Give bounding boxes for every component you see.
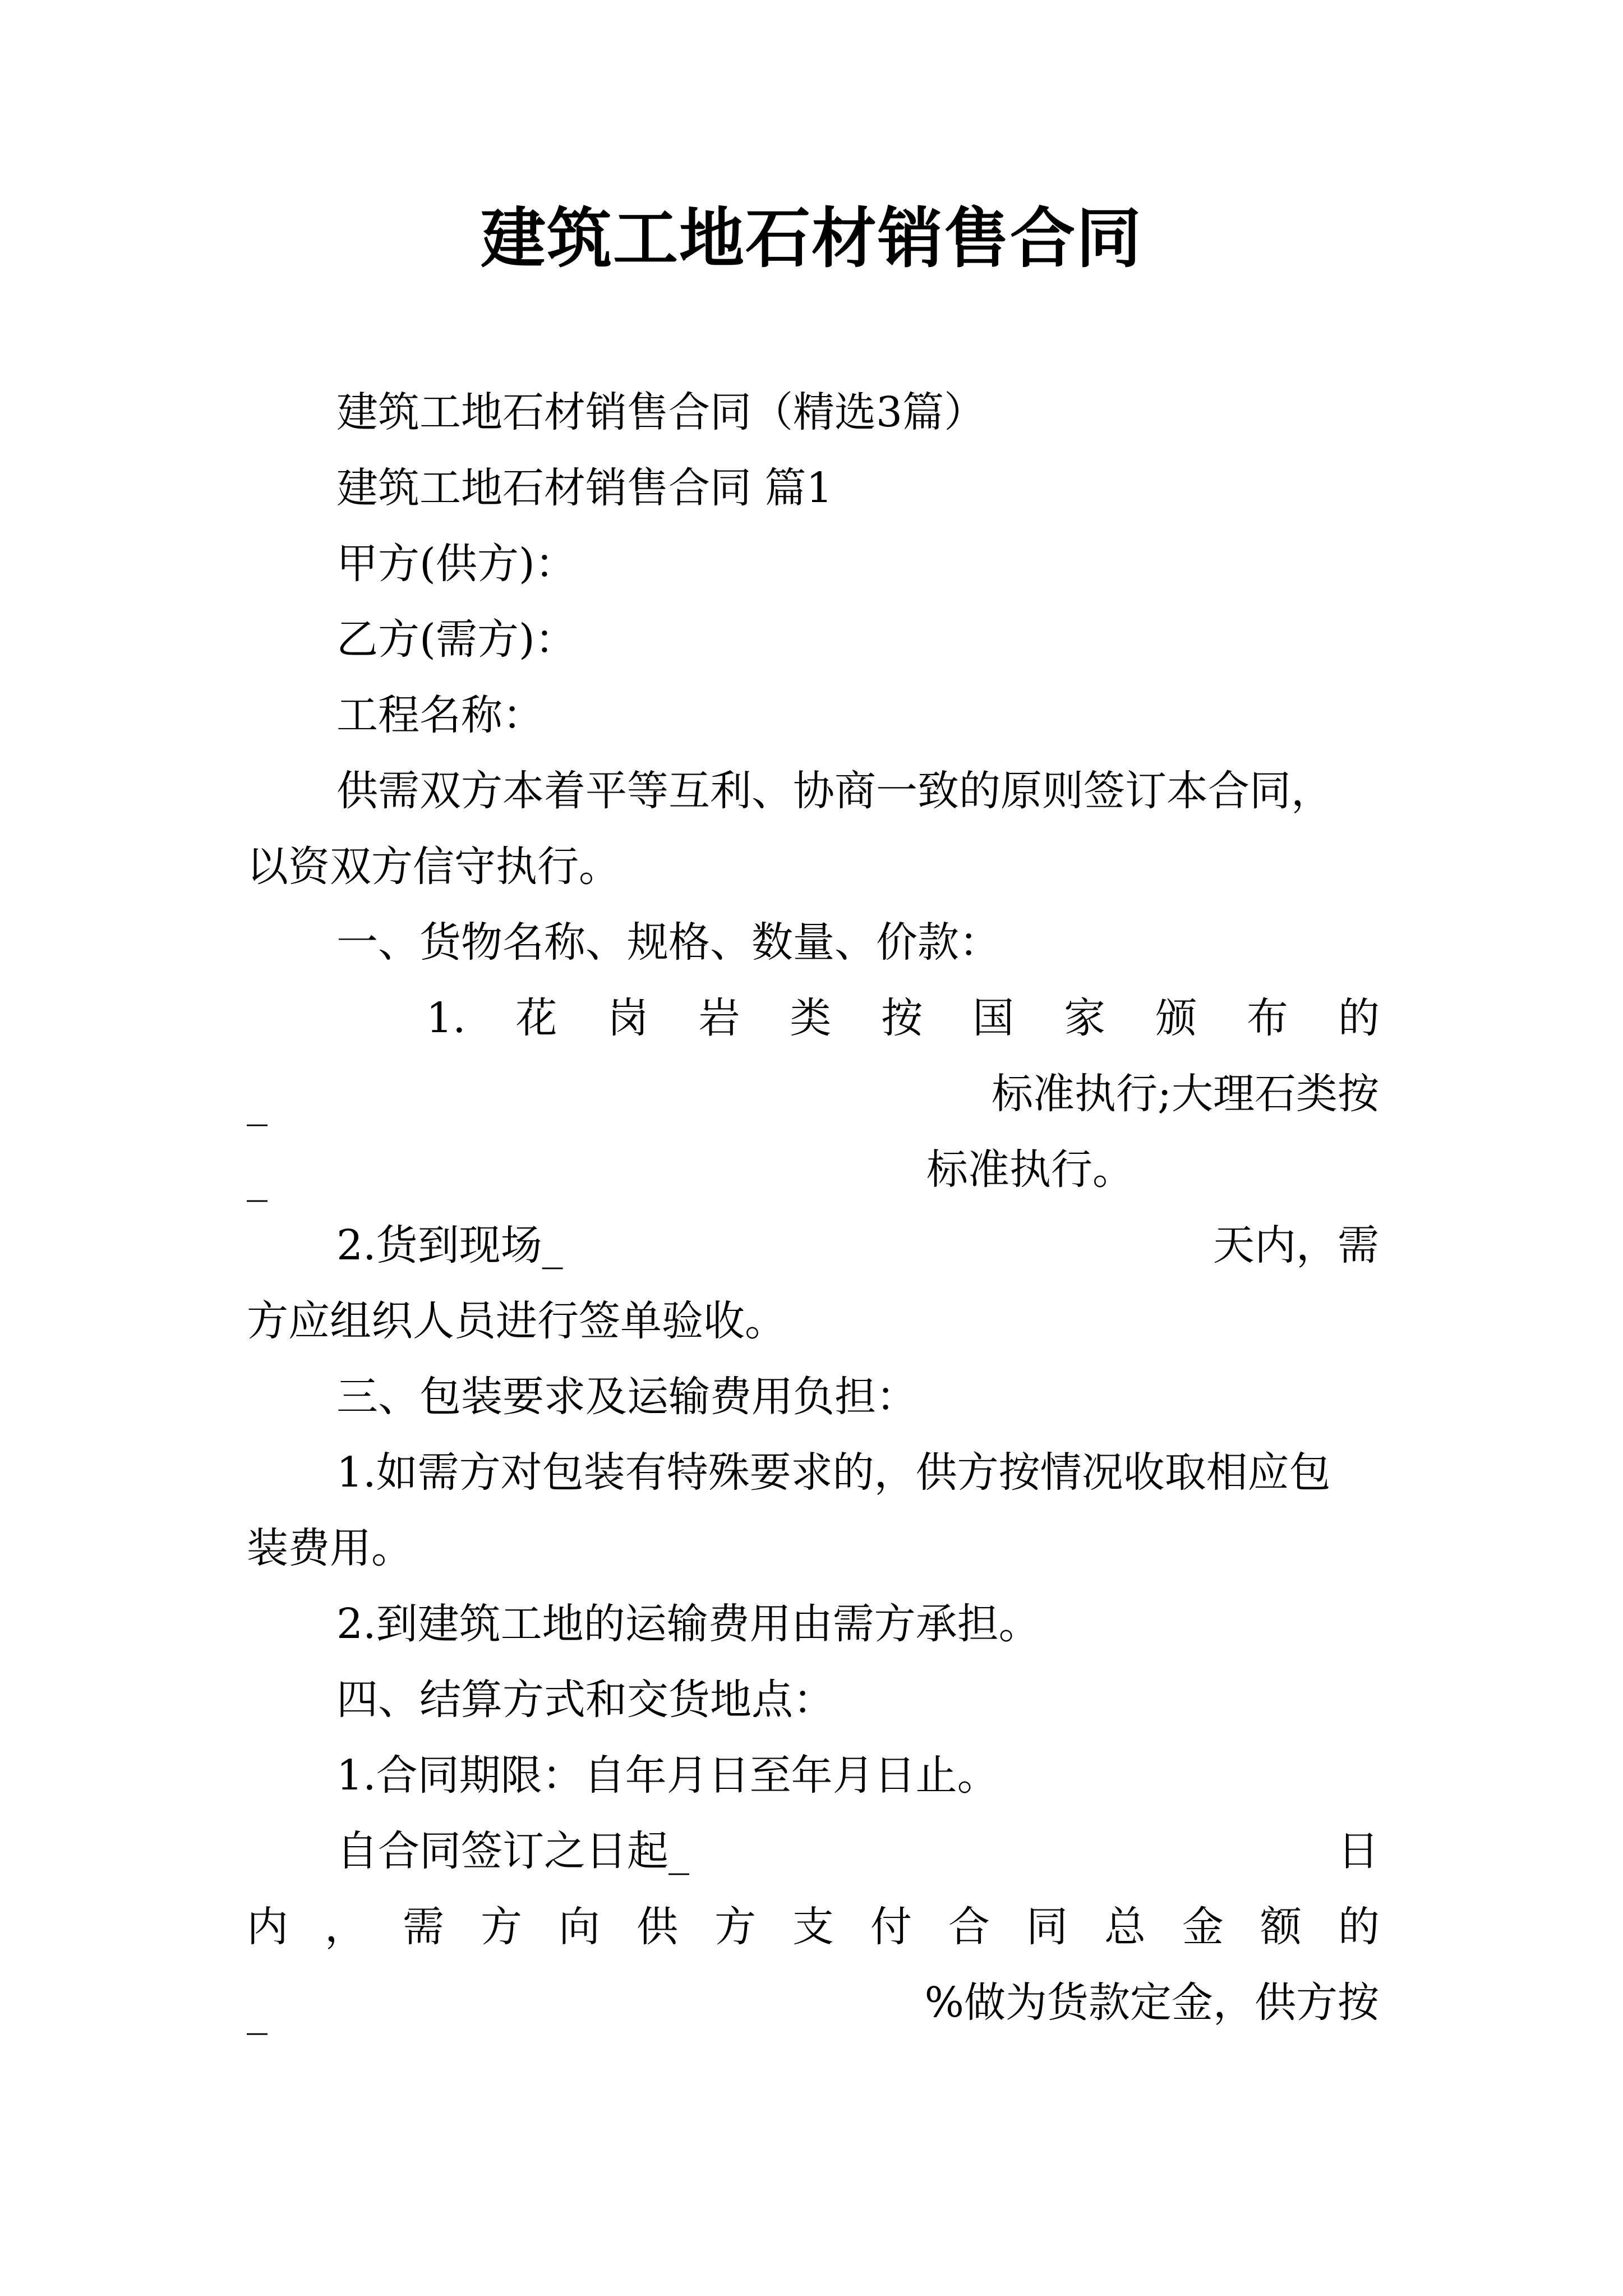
- clause2-item-end: 天内，需: [1213, 1221, 1379, 1269]
- party-a-label: 甲方(供方)：: [336, 540, 577, 588]
- clause4-item2-line2: [247, 1899, 1380, 1955]
- justified-char: 类: [790, 994, 832, 1042]
- justified-char: 供: [637, 1903, 678, 1951]
- justified-char: 按: [881, 994, 923, 1042]
- preamble-line-2: 以资双方信守执行。: [247, 843, 620, 891]
- justified-char: ，: [325, 1903, 366, 1951]
- party-b-label: 乙方(需方)：: [336, 615, 577, 664]
- intro-line: 建筑工地石材销售合同（精选3篇）: [336, 388, 986, 436]
- clause3-item1-line2: 装费用。: [247, 1524, 413, 1572]
- section-heading: 建筑工地石材销售合同 篇1: [336, 464, 833, 512]
- blank-line-mark: _: [247, 1154, 268, 1202]
- justified-char: 家: [1064, 994, 1106, 1042]
- justified-char: 1.: [426, 994, 466, 1042]
- blank-line-mark: _: [247, 1987, 268, 2035]
- justified-char: 向: [559, 1903, 600, 1951]
- justified-char: 需: [403, 1903, 444, 1951]
- clause4-item2-line3: %做为货款定金，供方按: [924, 1978, 1379, 2027]
- justified-char: 花: [515, 994, 557, 1042]
- justified-char: 付: [870, 1903, 912, 1951]
- clause4-item1: 1.合同期限：自年月日至年月日止。: [336, 1751, 999, 1800]
- justified-char: 方: [714, 1903, 756, 1951]
- blank-line-mark: _: [247, 1078, 268, 1126]
- justified-char: 支: [792, 1903, 834, 1951]
- project-name-label: 工程名称：: [336, 691, 544, 739]
- clause3-item2: 2.到建筑工地的运输费用由需方承担。: [336, 1600, 1040, 1648]
- justified-char: 方: [481, 1903, 522, 1951]
- justified-char: 的: [1338, 1903, 1380, 1951]
- clause4-item2-end: 日: [1338, 1827, 1379, 1875]
- justified-char: 额: [1260, 1903, 1302, 1951]
- clause1-item1-line2: 标准执行;大理石类按: [992, 1070, 1379, 1118]
- clause2-item-start: 2.货到现场_: [336, 1221, 563, 1269]
- justified-char: 颁: [1155, 994, 1197, 1042]
- clause4-heading: 四、结算方式和交货地点：: [336, 1676, 834, 1724]
- justified-char: 岩: [698, 994, 740, 1042]
- justified-char: 内: [247, 1903, 288, 1951]
- justified-char: 布: [1247, 994, 1289, 1042]
- justified-char: 国: [972, 994, 1015, 1042]
- justified-char: 的: [1338, 994, 1380, 1042]
- justified-char: 合: [948, 1903, 990, 1951]
- clause2-item-line2: 方应组织人员进行签单验收。: [247, 1297, 786, 1345]
- clause1-item1-line3: 标准执行。: [926, 1145, 1134, 1194]
- clause1-item1-line1: [426, 990, 1380, 1046]
- clause1-heading: 一、货物名称、规格、数量、价款：: [336, 918, 1000, 967]
- justified-char: 岗: [607, 994, 649, 1042]
- clause3-heading: 三、包装要求及运输费用负担：: [336, 1373, 917, 1421]
- justified-char: 同: [1026, 1903, 1068, 1951]
- justified-char: 总: [1104, 1903, 1146, 1951]
- clause3-item1-line1: 1.如需方对包装有特殊要求的，供方按情况收取相应包: [336, 1448, 1331, 1497]
- document-title: 建筑工地石材销售合同: [481, 200, 1142, 277]
- preamble-line-1: 供需双方本着平等互利、协商一致的原则签订本合同，: [336, 767, 1332, 815]
- clause4-item2-start: 自合同签订之日起_: [336, 1827, 689, 1875]
- justified-char: 金: [1182, 1903, 1224, 1951]
